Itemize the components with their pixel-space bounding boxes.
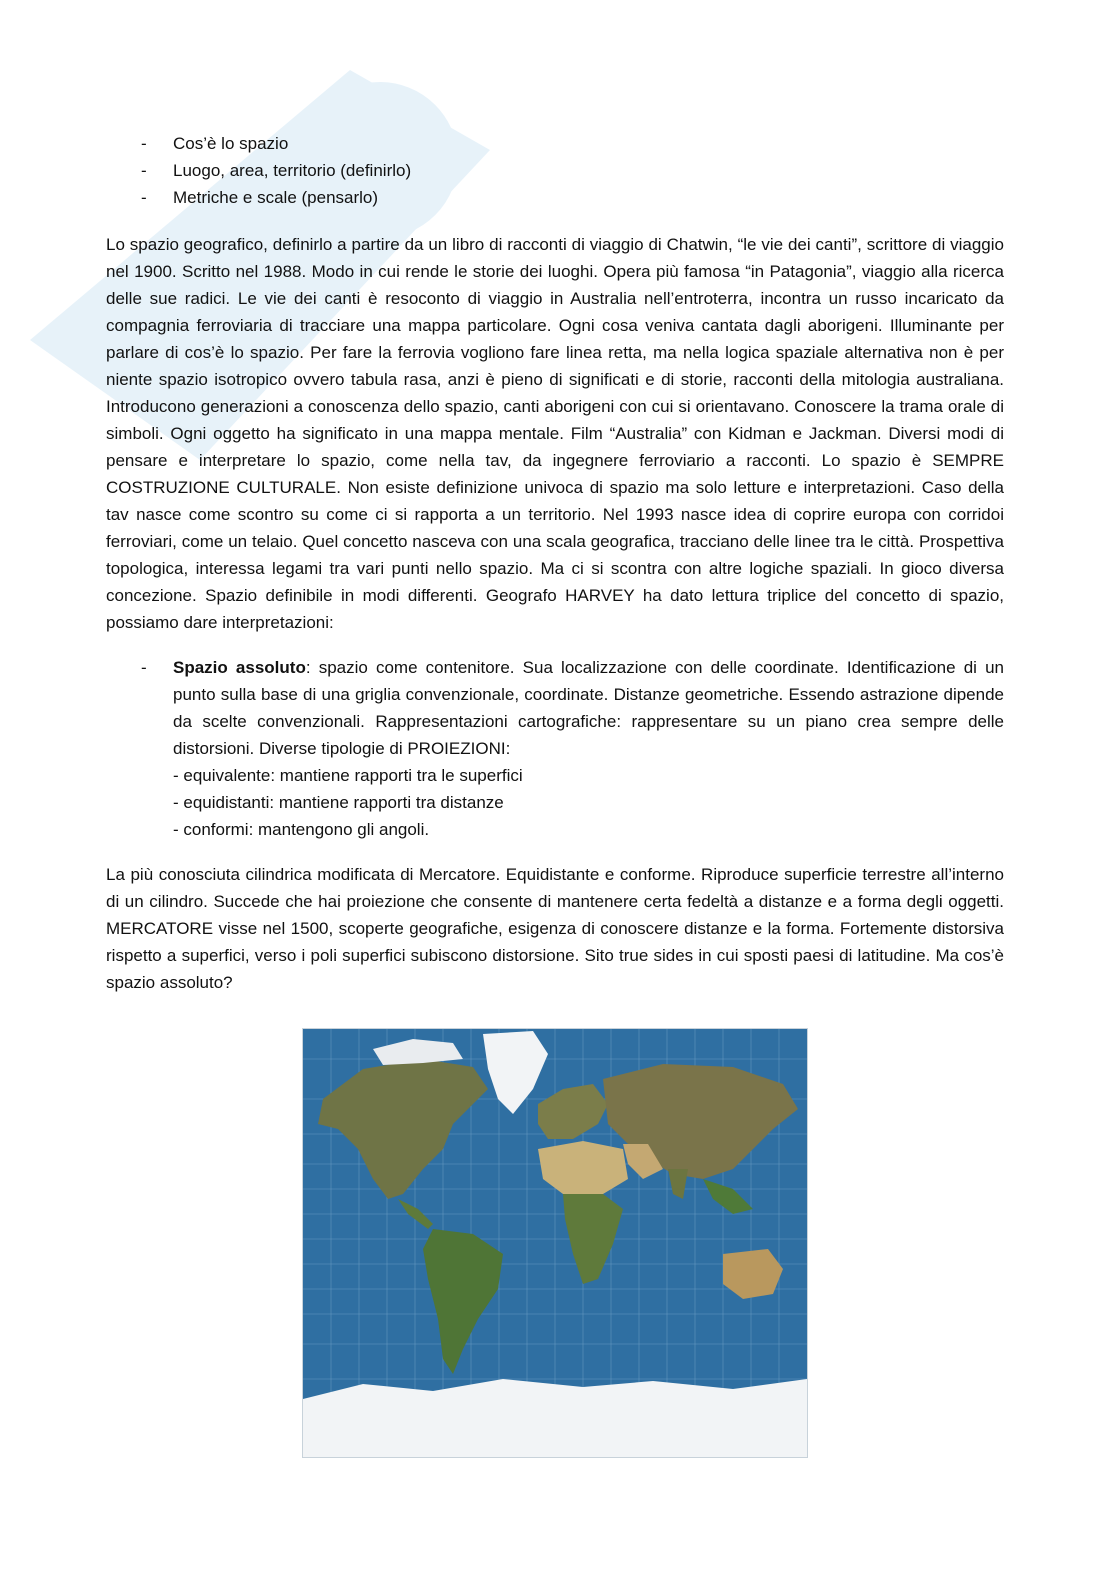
list-item: - equidistanti: mantiene rapporti tra distanze (173, 793, 504, 812)
spazio-assoluto-term: Spazio assoluto (173, 658, 306, 677)
antarctica (303, 1379, 807, 1457)
projection-list (173, 762, 1004, 843)
list-item: - Cos’è lo spazio (141, 134, 289, 153)
topic-list (106, 130, 1004, 211)
list-item: - Metriche e scale (pensarlo) (141, 188, 379, 207)
list-item: - Luogo, area, territorio (definirlo) (141, 161, 412, 180)
spazio-assoluto-item: - Spazio assoluto: spazio come contenitore. Sua localizzazione con delle coordinate. Identificazione di un punto sulla base di una griglia convenzionale, coordinate. Distanze geometriche. Essendo astrazione dipende da scelte convenzionali. Rappresentazioni cartografiche: rappresentare su un piano crea sempre delle distorsioni. Diverse tipologie di PROIEZIONI: - equivalente: mantiene rapporti tra le superfici - equidistanti: mantiene rapporti tra distanze - conformi: mantengono gli angoli. (106, 654, 1004, 843)
world-map-svg (303, 1029, 807, 1457)
paragraph-mercatore: La più conosciuta cilindrica modificata di Mercatore. Equidistante e conforme. Riproduce superficie terrestre all’interno di un cilindro. Succede che hai proiezione che consente di mantenere certa fedeltà a distanze e a forma degli oggetti. MERCATORE visse nel 1500, scoperte geografiche, esigenza di conoscere distanze e la forma. Fortemente distorsiva rispetto a superfici, verso i poli superfici subiscono distorsione. Sito true sides in cui sposti paesi di latitudine. Ma cos’è spazio assoluto? (106, 865, 1004, 992)
list-item: - conformi: mantengono gli angoli. (173, 820, 430, 839)
list-item: - equivalente: mantiene rapporti tra le superfici (173, 766, 523, 785)
paragraph-chatwin: Lo spazio geografico, definirlo a partire da un libro di racconti di viaggio di Chatwin, “le vie dei canti”, scrittore di viaggio nel 1900. Scritto nel 1988. Modo in cui rende le storie dei luoghi. Opera più famosa “in Patagonia”, viaggio alla ricerca delle sue radici. Le vie dei canti è resoconto di viaggio in Australia nell’entroterra, incontra un russo incaricato da compagnia ferroviaria di tracciare una mappa particolare. Ogni cosa veniva cantata dagli aborigeni. Illuminante per parlare di cos’è lo spazio. Per fare la ferrovia vogliono fare linea retta, ma nella logica spaziale alternativa non è per niente spazio isotropico ovvero tabula rasa, anzi è pieno di significati e di storie, racconti della mitologia australiana. Introducono generazioni a conoscenza dello spazio, canti aborigeni con cui si orientavano. Conoscere la trama orale di simboli. Ogni oggetto ha significato in una mappa mentale. Film “Australia” con Kidman e Jackman. Diversi modi di pensare e interpretare lo spazio, come nella tav, da ingegnere ferroviario a racconti. Lo spazio è SEMPRE COSTRUZIONE CULTURALE. Non esiste definizione univoca di spazio ma solo letture e interpretazioni. Caso della tav nasce come scontro su come ci si rapporta a un territorio. Nel 1993 nasce idea di coprire europa con corridoi ferroviari, come un telaio. Quel concetto nasceva con una scala geografica, tracciano delle linee tra le città. Prospettiva topologica, interessa legami tra vari punti nello spazio. Ma ci si scontra con altre logiche spaziali. In gioco diversa concezione. Spazio definibile in modi differenti. Geografo HARVEY ha dato lettura triplice del concetto di spazio, possiamo dare interpretazioni: (106, 235, 1004, 632)
spazio-assoluto-text: : spazio come contenitore. Sua localizzazione con delle coordinate. Identificazione di un punto sulla base di una griglia convenzionale, coordinate. Distanze geometriche. Essendo astrazione dipende da scelte convenzionali. Rappresentazioni cartografiche: rappresentare su un piano crea sempre delle distorsioni. Diverse tipologie di PROIEZIONI: (173, 658, 1004, 758)
mercator-map-image (302, 1028, 808, 1458)
document-page (106, 130, 1004, 996)
